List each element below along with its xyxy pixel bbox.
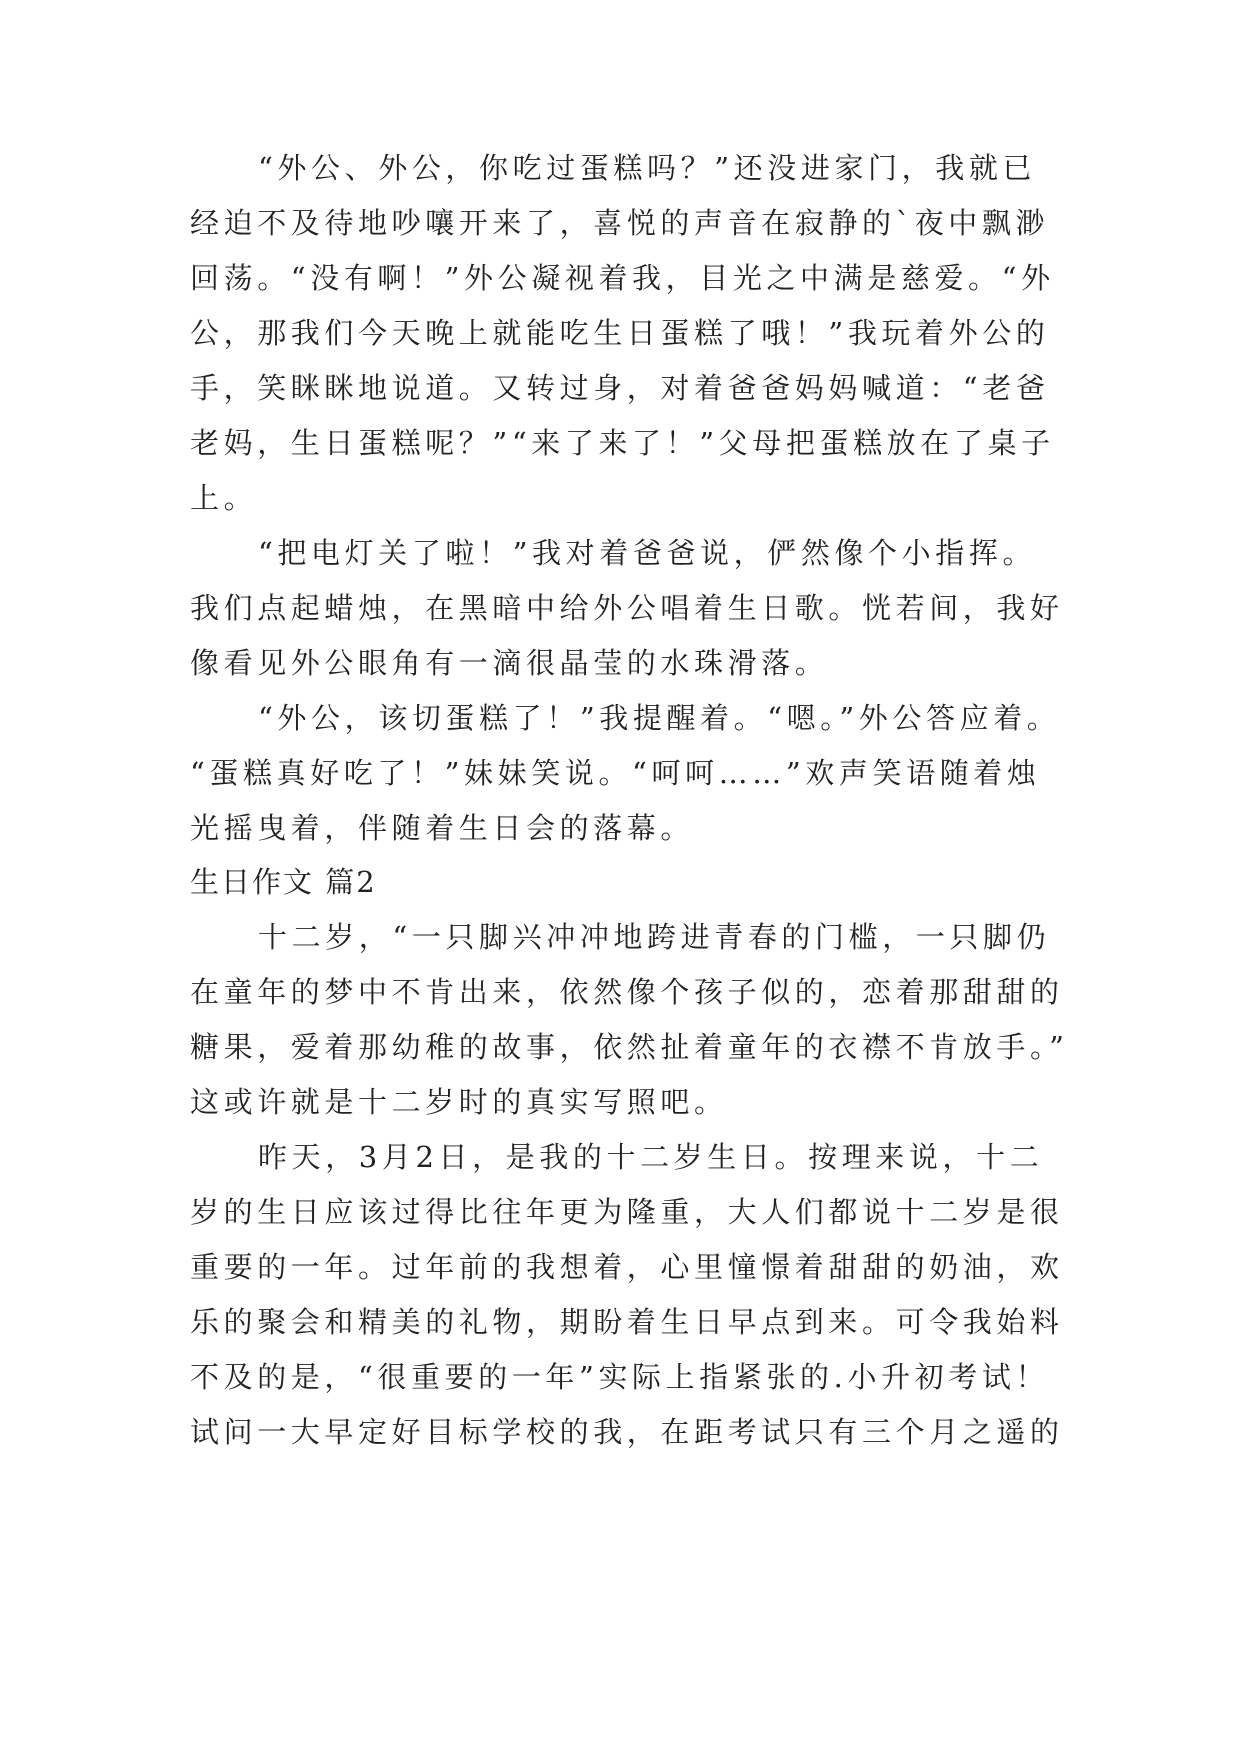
paragraph-line: 我们点起蜡烛，在黑暗中给外公唱着生日歌。恍若间，我好 bbox=[190, 591, 1064, 625]
paragraph-line: 试问一大早定好目标学校的我，在距考试只有三个月之遥的 bbox=[190, 1415, 1064, 1449]
paragraph-line: 不及的是，“很重要的一年”实际上指紧张的.小升初考试！ bbox=[190, 1360, 1050, 1394]
paragraph-line: 乐的聚会和精美的礼物，期盼着生日早点到来。可令我始料 bbox=[190, 1305, 1064, 1339]
paragraph-line: 岁的生日应该过得比往年更为隆重，大人们都说十二岁是很 bbox=[190, 1195, 1064, 1229]
paragraph-line: 在童年的梦中不肯出来，依然像个孩子似的，恋着那甜甜的 bbox=[190, 975, 1064, 1009]
paragraph-line: “外公、外公，你吃过蛋糕吗？”还没进家门，我就已 bbox=[258, 151, 1037, 185]
paragraph-line: 经迫不及待地吵嚷开来了，喜悦的声音在寂静的`夜中飘渺 bbox=[190, 206, 1050, 240]
paragraph-line: 这或许就是十二岁时的真实写照吧。 bbox=[190, 1085, 728, 1119]
section-heading: 生日作文 篇2 bbox=[190, 865, 377, 899]
paragraph-line: 糖果，爱着那幼稚的故事，依然扯着童年的衣襟不肯放手。” bbox=[190, 1030, 1069, 1064]
paragraph-line: 昨天，3月2日，是我的十二岁生日。按理来说，十二 bbox=[258, 1140, 1044, 1174]
paragraph-line: 十二岁，“一只脚兴冲冲地跨进青春的门槛，一只脚仍 bbox=[258, 920, 1051, 954]
paragraph-line: 手，笑眯眯地说道。又转过身，对着爸爸妈妈喊道：“老爸 bbox=[190, 371, 1050, 405]
paragraph-line: 像看见外公眼角有一滴很晶莹的水珠滑落。 bbox=[190, 646, 829, 680]
paragraph-line: 光摇曳着，伴随着生日会的落幕。 bbox=[190, 811, 695, 845]
paragraph-line: 老妈，生日蛋糕呢？”“来了来了！”父母把蛋糕放在了桌子 bbox=[190, 426, 1055, 460]
paragraph-line: 上。 bbox=[190, 481, 258, 515]
paragraph-line: 公，那我们今天晚上就能吃生日蛋糕了哦！”我玩着外公的 bbox=[190, 316, 1050, 350]
paragraph-line: 回荡。“没有啊！”外公凝视着我，目光之中满是慈爱。“外 bbox=[190, 261, 1055, 295]
paragraph-line: “蛋糕真好吃了！”妹妹笑说。“呵呵……”欢声笑语随着烛 bbox=[190, 756, 1041, 790]
paragraph-line: “外公，该切蛋糕了！”我提醒着。“嗯。”外公答应着。 bbox=[258, 701, 1061, 735]
paragraph-line: “把电灯关了啦！”我对着爸爸说，俨然像个小指挥。 bbox=[258, 536, 1037, 570]
paragraph-line: 重要的一年。过年前的我想着，心里憧憬着甜甜的奶油，欢 bbox=[190, 1250, 1064, 1284]
